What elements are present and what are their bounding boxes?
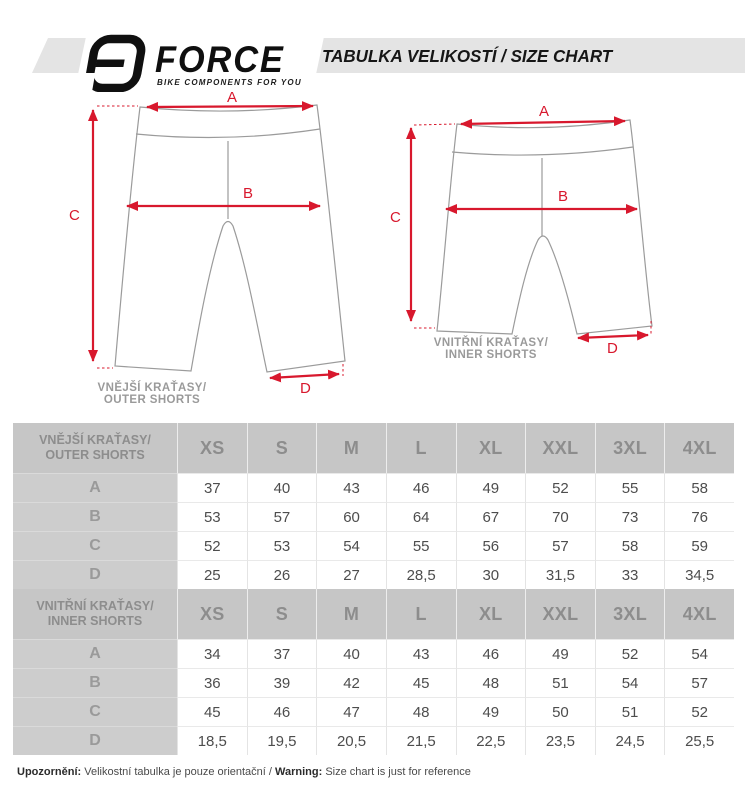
row-label: D [13, 726, 177, 755]
table-cell: 53 [177, 502, 247, 531]
table-cell: 56 [456, 531, 526, 560]
table-cell: 52 [525, 473, 595, 502]
table-cell: 60 [316, 502, 386, 531]
row-label: C [13, 531, 177, 560]
table-cell: 49 [456, 697, 526, 726]
table-cell: 42 [316, 668, 386, 697]
outer-dim-d-label: D [300, 380, 311, 397]
outer-shorts-outline [115, 105, 345, 372]
row-label: C [13, 697, 177, 726]
table-cell: 54 [664, 639, 734, 668]
table-cell: 70 [525, 502, 595, 531]
footer-note-cs-text: Velikostní tabulka je pouze orientační / [81, 766, 276, 778]
table-cell: 67 [456, 502, 526, 531]
size-header: 4XL [664, 423, 734, 473]
table-cell: 19,5 [247, 726, 317, 755]
inner-dim-d-arrow [578, 335, 648, 338]
table-cell: 33 [595, 560, 665, 589]
outer-dim-b-label: B [243, 185, 254, 202]
table-cell: 27 [316, 560, 386, 589]
table-cell: 57 [525, 531, 595, 560]
table-cell: 57 [247, 502, 317, 531]
table-section-header-inner [13, 589, 177, 639]
table-cell: 26 [247, 560, 317, 589]
inner-dim-c-label: C [390, 209, 401, 226]
table-cell: 22,5 [456, 726, 526, 755]
section-title-line2: OUTER SHORTS [45, 448, 145, 462]
inner-shorts-label-line1: VNITŘNÍ KRAŤASY/ [433, 337, 549, 349]
table-cell: 24,5 [595, 726, 665, 755]
outer-shorts-diagram [69, 89, 345, 406]
table-cell: 40 [316, 639, 386, 668]
table-cell: 51 [525, 668, 595, 697]
table-cell: 46 [386, 473, 456, 502]
row-label: B [13, 502, 177, 531]
table-cell: 31,5 [525, 560, 595, 589]
size-header: XL [456, 589, 526, 639]
table-cell: 51 [595, 697, 665, 726]
table-cell: 46 [456, 639, 526, 668]
table-cell: 30 [456, 560, 526, 589]
table-cell: 55 [386, 531, 456, 560]
table-cell: 52 [664, 697, 734, 726]
footer-note-en-text: Size chart is just for reference [322, 766, 471, 778]
row-label: B [13, 668, 177, 697]
section-title-line1: VNĚJŠÍ KRAŤASY/ [39, 433, 151, 447]
footer-note-cs-label: Upozornění: [17, 766, 82, 778]
size-header: S [247, 423, 317, 473]
table-cell: 37 [247, 639, 317, 668]
size-header: M [316, 589, 386, 639]
table-cell: 58 [595, 531, 665, 560]
table-cell: 54 [595, 668, 665, 697]
table-cell: 20,5 [316, 726, 386, 755]
outer-dim-a-arrow [147, 106, 313, 107]
brand-tagline: BIKE COMPONENTS FOR YOU [157, 78, 302, 87]
inner-shorts-diagram [390, 103, 652, 361]
table-cell: 52 [177, 531, 247, 560]
outer-dim-c-label: C [69, 207, 80, 224]
inner-shorts-outline [437, 120, 652, 334]
table-cell: 57 [664, 668, 734, 697]
size-header: XL [456, 423, 526, 473]
table-cell: 48 [456, 668, 526, 697]
size-header: XS [177, 423, 247, 473]
table-cell: 55 [595, 473, 665, 502]
inner-dim-a-label: A [539, 103, 550, 120]
table-cell: 49 [456, 473, 526, 502]
table-cell: 37 [177, 473, 247, 502]
table-cell: 59 [664, 531, 734, 560]
table-cell: 36 [177, 668, 247, 697]
size-header: 3XL [595, 423, 665, 473]
size-header: M [316, 423, 386, 473]
table-cell: 73 [595, 502, 665, 531]
page-title: TABULKA VELIKOSTÍ / SIZE CHART [322, 46, 613, 66]
table-cell: 64 [386, 502, 456, 531]
inner-shorts-label-line2: INNER SHORTS [445, 349, 537, 361]
size-header: L [386, 423, 456, 473]
size-header: 4XL [664, 589, 734, 639]
table-cell: 25 [177, 560, 247, 589]
table-cell: 45 [177, 697, 247, 726]
outer-dim-a-label: A [227, 89, 238, 106]
table-cell: 46 [247, 697, 317, 726]
table-cell: 49 [525, 639, 595, 668]
table-cell: 34 [177, 639, 247, 668]
inner-dim-d-label: D [607, 340, 618, 357]
table-cell: 28,5 [386, 560, 456, 589]
size-header: L [386, 589, 456, 639]
size-header: XXL [525, 423, 595, 473]
size-table [13, 423, 734, 755]
footer-note [17, 766, 471, 778]
table-cell: 25,5 [664, 726, 734, 755]
table-cell: 18,5 [177, 726, 247, 755]
inner-waistband-line [452, 147, 633, 155]
table-cell: 23,5 [525, 726, 595, 755]
section-title-line1: VNITŘNÍ KRAŤASY/ [36, 599, 154, 613]
table-cell: 43 [316, 473, 386, 502]
table-section-header-outer [13, 423, 177, 473]
size-header: XXL [525, 589, 595, 639]
outer-waistband-line [136, 129, 320, 138]
table-cell: 54 [316, 531, 386, 560]
size-header: S [247, 589, 317, 639]
table-cell: 21,5 [386, 726, 456, 755]
table-cell: 40 [247, 473, 317, 502]
table-cell: 48 [386, 697, 456, 726]
table-cell: 52 [595, 639, 665, 668]
table-cell: 58 [664, 473, 734, 502]
table-cell: 43 [386, 639, 456, 668]
outer-shorts-label-line2: OUTER SHORTS [103, 394, 201, 406]
size-header: 3XL [595, 589, 665, 639]
size-header: XS [177, 589, 247, 639]
section-title-line2: INNER SHORTS [47, 614, 143, 628]
table-cell: 39 [247, 668, 317, 697]
table-cell: 34,5 [664, 560, 734, 589]
row-label: A [13, 639, 177, 668]
row-label: D [13, 560, 177, 589]
outer-shorts-label-line1: VNĚJŠÍ KRAŤASY/ [97, 382, 207, 394]
table-cell: 50 [525, 697, 595, 726]
brand-wordmark: FORCE [155, 39, 285, 80]
row-label: A [13, 473, 177, 502]
inner-dim-b-label: B [558, 188, 569, 205]
outer-dim-d-arrow [270, 374, 339, 378]
table-cell: 53 [247, 531, 317, 560]
footer-note-en-label: Warning: [275, 766, 323, 778]
table-cell: 76 [664, 502, 734, 531]
table-cell: 47 [316, 697, 386, 726]
table-cell: 45 [386, 668, 456, 697]
